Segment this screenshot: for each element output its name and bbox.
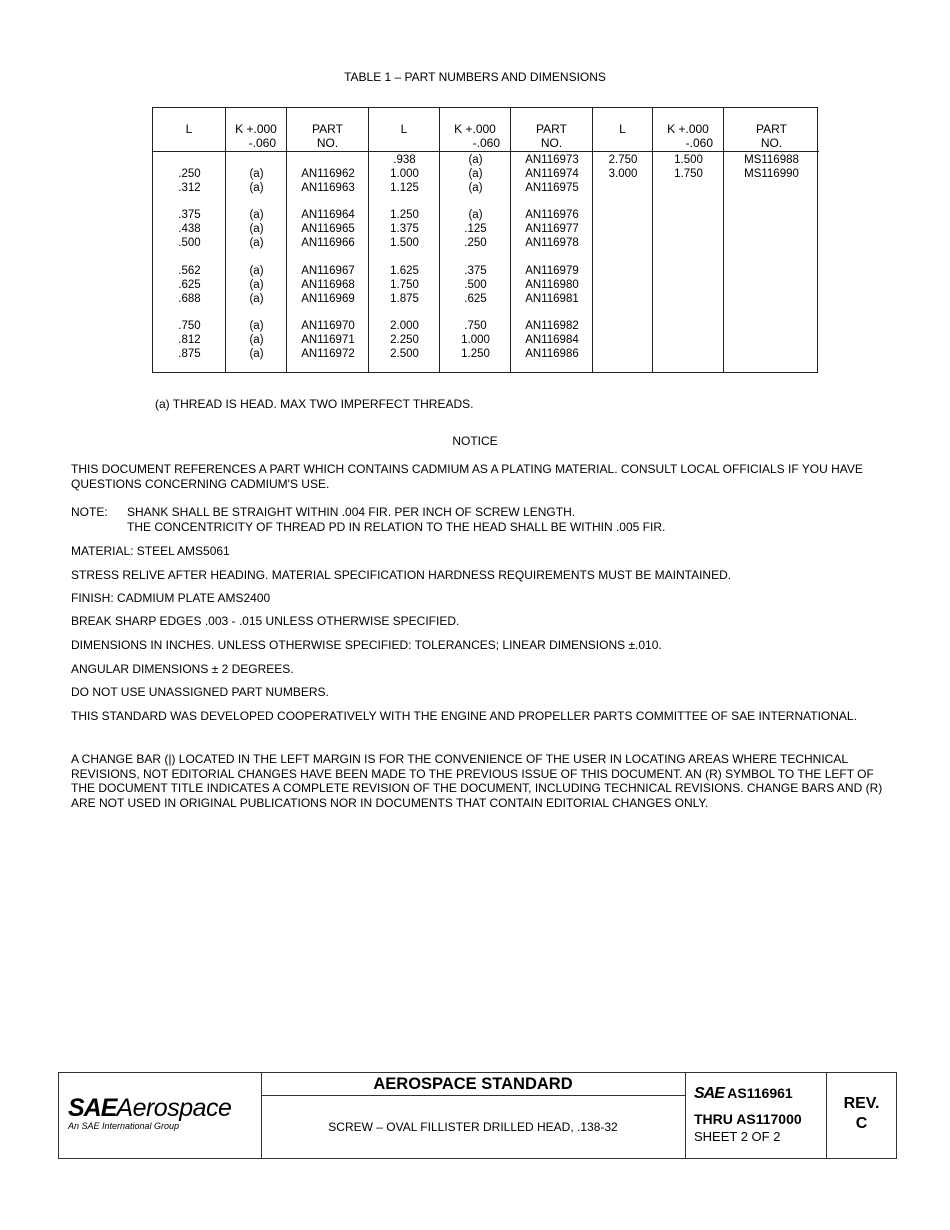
- table-cell: (a): [249, 182, 264, 194]
- notice-title: NOTICE: [452, 434, 498, 448]
- table-cell: AN116971: [301, 334, 355, 346]
- table-cell: AN116969: [301, 293, 355, 305]
- table-cell: AN116982: [525, 320, 579, 332]
- table-cell: 1.750: [390, 279, 419, 291]
- table-cell: (a): [249, 279, 264, 291]
- table-header-bottom: NO.: [540, 136, 563, 150]
- table-column: [653, 108, 724, 372]
- table-header-bottom: -.060: [472, 136, 500, 150]
- table-cell: AN116976: [525, 209, 579, 221]
- table-cell: AN116965: [301, 223, 355, 235]
- table-header: [369, 108, 439, 152]
- table-cell: 2.250: [390, 334, 419, 346]
- table-cell: AN116963: [301, 182, 355, 194]
- table-cell: AN116980: [525, 279, 579, 291]
- table-cell: .562: [178, 265, 201, 277]
- revision-label: REV.: [843, 1095, 880, 1112]
- table-cell: .875: [178, 348, 201, 360]
- table-header: [653, 108, 723, 152]
- table-cell: (a): [249, 293, 264, 305]
- table-cell: .625: [464, 293, 487, 305]
- table-cell: 1.875: [390, 293, 419, 305]
- table-cell: AN116984: [525, 334, 579, 346]
- table-cell: .438: [178, 223, 201, 235]
- table-cell: 1.625: [390, 265, 419, 277]
- doc-sae-mark: SAE: [694, 1085, 724, 1102]
- dimensions-spec: DIMENSIONS IN INCHES. UNLESS OTHERWISE SPECIFIED: TOLERANCES; LINEAR DIMENSIONS ±.010.: [71, 638, 662, 652]
- table-cell: .375: [464, 265, 487, 277]
- table-cell: .625: [178, 279, 201, 291]
- stress-relief: STRESS RELIVE AFTER HEADING. MATERIAL SPECIFICATION HARDNESS REQUIREMENTS MUST BE MAINTAINED.: [71, 568, 732, 582]
- table-header: [511, 108, 592, 152]
- angular-spec: ANGULAR DIMENSIONS ± 2 DEGREES.: [71, 662, 294, 676]
- sae-aerospace-logo: [68, 1094, 231, 1131]
- table-cell: AN116979: [525, 265, 579, 277]
- table-header-top: PART: [536, 122, 567, 136]
- table-column: [369, 108, 440, 372]
- table-caption: TABLE 1 – PART NUMBERS AND DIMENSIONS: [344, 70, 606, 84]
- table-header-top: L: [185, 122, 193, 136]
- table-cell: 1.000: [461, 334, 490, 346]
- table-cell: 1.500: [390, 237, 419, 249]
- unassigned-note: DO NOT USE UNASSIGNED PART NUMBERS.: [71, 685, 329, 699]
- table-header: [593, 108, 652, 152]
- table-cell: AN116978: [525, 237, 579, 249]
- title-divider: [261, 1095, 685, 1096]
- table-cell: AN116967: [301, 265, 355, 277]
- revision: [826, 1094, 897, 1134]
- table-header: [440, 108, 510, 152]
- table-cell: (a): [468, 154, 483, 166]
- table-header-top: K +.000: [454, 122, 496, 136]
- note-line-1: SHANK SHALL BE STRAIGHT WITHIN .004 FIR. PER INCH OF SCREW LENGTH.: [127, 505, 576, 519]
- table-header-bottom: -.060: [248, 136, 276, 150]
- table-header: [724, 108, 819, 152]
- table-header-top: L: [619, 122, 626, 136]
- table-cell: .688: [178, 293, 201, 305]
- table-header-bottom: -.060: [685, 136, 713, 150]
- table-cell: 2.750: [608, 154, 638, 166]
- table-cell: AN116974: [525, 168, 579, 180]
- table-cell: 1.125: [390, 182, 419, 194]
- table-column: [511, 108, 593, 372]
- table-cell: AN116972: [301, 348, 355, 360]
- table-cell: AN116975: [525, 182, 579, 194]
- table-column: [287, 108, 369, 372]
- table-cell: .500: [178, 237, 201, 249]
- part-table: [152, 107, 818, 373]
- table-column: [153, 108, 226, 372]
- table-header-bottom: NO.: [316, 136, 339, 150]
- table-cell: AN116977: [525, 223, 579, 235]
- table-cell: (a): [249, 209, 264, 221]
- table-cell: (a): [249, 348, 264, 360]
- standard-subtitle: SCREW – OVAL FILLISTER DRILLED HEAD, .138-32: [328, 1120, 618, 1134]
- material-spec: MATERIAL: STEEL AMS5061: [71, 544, 230, 558]
- note-line-2: THE CONCENTRICITY OF THREAD PD IN RELATION TO THE HEAD SHALL BE WITHIN .005 FIR.: [127, 520, 666, 534]
- table-cell: 1.250: [461, 348, 490, 360]
- table-cell: .125: [464, 223, 487, 235]
- table-cell: AN116970: [301, 320, 355, 332]
- logo-subtitle: An SAE International Group: [68, 1121, 180, 1131]
- table-header-bottom: NO.: [760, 136, 783, 150]
- table-column: [226, 108, 287, 372]
- change-bar-note: A CHANGE BAR (|) LOCATED IN THE LEFT MARGIN IS FOR THE CONVENIENCE OF THE USER IN LOCATING AREAS WHERE TECHNICAL REVISIONS, NOT EDITORIAL CHANGES HAVE BEEN MADE TO THE PREVIOUS ISSUE OF THIS DOCUMENT. AN (R) SYMBOL TO THE LEFT OF THE DOCUMENT TITLE INDICATES A COMPLETE REVISION OF THE DOCUMENT, INCLUDING TECHNICAL REVISIONS. CHANGE BARS AND (R) ARE NOT USED IN ORIGINAL PUBLICATIONS NOR IN DOCUMENTS THAT CONTAIN EDITORIAL CHANGES ONLY.: [71, 752, 883, 810]
- table-cell: (a): [249, 168, 264, 180]
- table-cell: AN116968: [301, 279, 355, 291]
- table-cell: 1.375: [390, 223, 419, 235]
- table-header-top: PART: [312, 122, 343, 136]
- table-header-top: K +.000: [235, 122, 277, 136]
- table-column: [593, 108, 653, 372]
- table-cell: AN116986: [525, 348, 579, 360]
- document-number: [694, 1085, 793, 1103]
- table-cell: (a): [249, 237, 264, 249]
- table-footnote: (a) THREAD IS HEAD. MAX TWO IMPERFECT THREADS.: [155, 397, 474, 411]
- table-cell: .500: [464, 279, 487, 291]
- table-cell: (a): [249, 223, 264, 235]
- cooperative-note: THIS STANDARD WAS DEVELOPED COOPERATIVELY WITH THE ENGINE AND PROPELLER PARTS COMMITTEE OF SAE INTERNATIONAL.: [71, 709, 857, 723]
- table-cell: .250: [464, 237, 487, 249]
- notice-text: THIS DOCUMENT REFERENCES A PART WHICH CONTAINS CADMIUM AS A PLATING MATERIAL. CONSULT LOCAL OFFICIALS IF YOU HAVE QUESTIONS CONCERNING CADMIUM'S USE.: [71, 462, 863, 491]
- table-cell: .938: [393, 154, 416, 166]
- logo-sae-mark: SAE: [68, 1094, 117, 1122]
- table-cell: MS116988: [744, 154, 799, 166]
- table-column: [440, 108, 511, 372]
- table-cell: AN116981: [525, 293, 579, 305]
- table-cell: 2.500: [390, 348, 419, 360]
- table-cell: 1.000: [390, 168, 419, 180]
- table-cell: (a): [249, 334, 264, 346]
- edges-spec: BREAK SHARP EDGES .003 - .015 UNLESS OTHERWISE SPECIFIED.: [71, 614, 460, 628]
- table-cell: AN116966: [301, 237, 355, 249]
- table-cell: (a): [468, 209, 483, 221]
- table-cell: .812: [178, 334, 201, 346]
- finish-spec: FINISH: CADMIUM PLATE AMS2400: [71, 591, 271, 605]
- table-column: [724, 108, 819, 372]
- table-header-top: K +.000: [667, 122, 709, 136]
- revision-value: C: [855, 1115, 868, 1132]
- note-label: NOTE:: [71, 505, 108, 519]
- table-cell: 2.000: [390, 320, 419, 332]
- table-header-top: PART: [756, 122, 787, 136]
- sheet-number: SHEET 2 OF 2: [694, 1129, 781, 1144]
- table-cell: AN116962: [301, 168, 355, 180]
- table-header-top: L: [400, 122, 408, 136]
- document-thru: THRU AS117000: [694, 1111, 802, 1127]
- table-cell: .750: [178, 320, 201, 332]
- doc-number-text: AS116961: [727, 1085, 793, 1101]
- table-header: [153, 108, 225, 152]
- logo-aerospace-text: Aerospace: [116, 1094, 232, 1122]
- standard-title: AEROSPACE STANDARD: [373, 1075, 573, 1093]
- table-cell: MS116990: [744, 168, 799, 180]
- table-cell: .375: [178, 209, 201, 221]
- table-cell: (a): [468, 168, 483, 180]
- table-cell: AN116964: [301, 209, 355, 221]
- table-cell: AN116973: [525, 154, 579, 166]
- table-cell: 1.750: [674, 168, 703, 180]
- table-cell: (a): [249, 265, 264, 277]
- table-cell: (a): [468, 182, 483, 194]
- table-header: [287, 108, 368, 152]
- table-header: [226, 108, 286, 152]
- table-cell: 1.250: [390, 209, 419, 221]
- table-cell: .312: [178, 182, 201, 194]
- table-cell: .250: [178, 168, 201, 180]
- table-cell: 3.000: [608, 168, 638, 180]
- table-cell: (a): [249, 320, 264, 332]
- table-cell: 1.500: [674, 154, 703, 166]
- table-cell: .750: [464, 320, 487, 332]
